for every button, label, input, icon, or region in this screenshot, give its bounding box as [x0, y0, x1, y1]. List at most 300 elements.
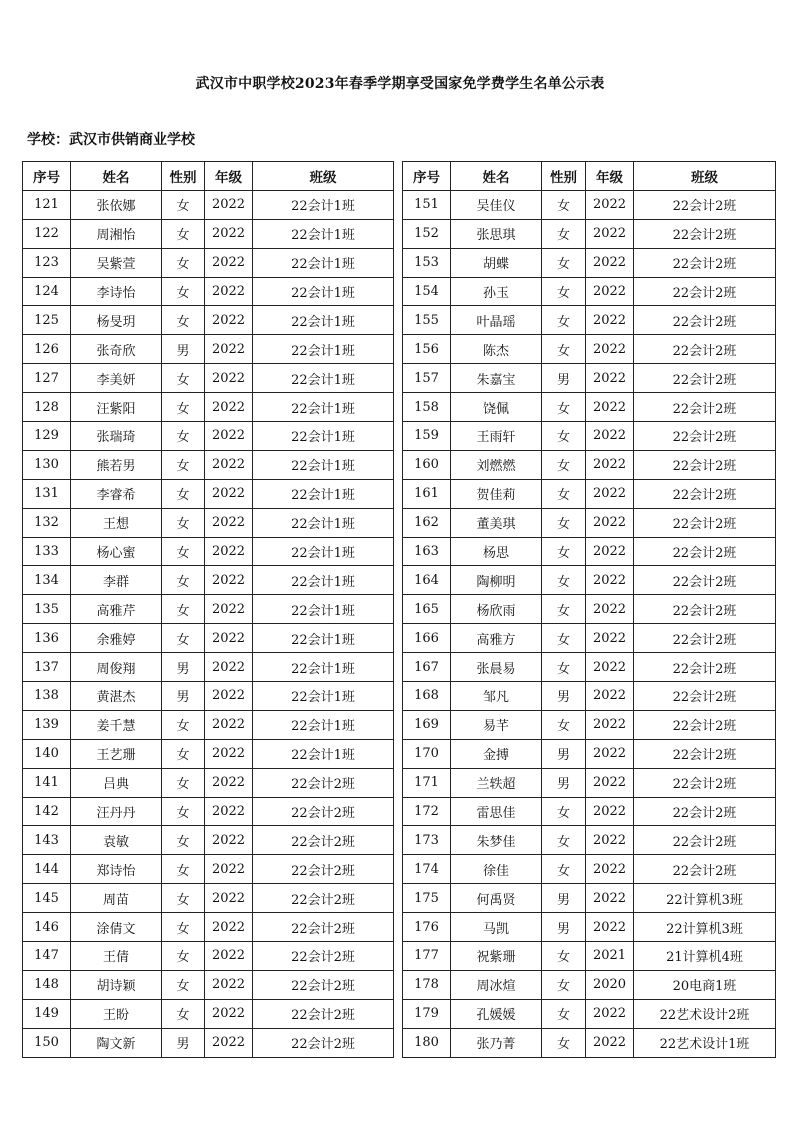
cell-grade: 2022	[586, 190, 634, 219]
cell-no: 152	[403, 219, 451, 248]
table-row	[23, 566, 394, 595]
cell-name: 余雅婷	[71, 624, 162, 653]
cell-grade: 2022	[586, 335, 634, 364]
cell-name: 刘燃燃	[451, 450, 542, 479]
cell-grade: 2022	[586, 739, 634, 768]
table-row	[23, 219, 394, 248]
cell-gender: 女	[542, 190, 586, 219]
table-row	[403, 855, 776, 884]
cell-grade: 2022	[586, 277, 634, 306]
cell-grade: 2022	[205, 306, 253, 335]
cell-no: 179	[403, 999, 451, 1028]
cell-gender: 女	[162, 537, 205, 566]
cell-no: 155	[403, 306, 451, 335]
cell-no: 161	[403, 479, 451, 508]
cell-no: 150	[23, 1028, 71, 1057]
table-row	[403, 364, 776, 393]
cell-grade: 2022	[586, 537, 634, 566]
cell-no: 135	[23, 595, 71, 624]
cell-no: 129	[23, 422, 71, 451]
table-row	[23, 277, 394, 306]
page-title: 武汉市中职学校2023年春季学期享受国家免学费学生名单公示表	[195, 76, 605, 92]
cell-gender: 女	[542, 306, 586, 335]
cell-no: 123	[23, 248, 71, 277]
cell-class: 22会计1班	[253, 248, 394, 277]
cell-name: 王雨轩	[451, 422, 542, 451]
cell-grade: 2022	[586, 999, 634, 1028]
cell-no: 130	[23, 450, 71, 479]
table-row	[403, 739, 776, 768]
cell-gender: 男	[542, 364, 586, 393]
cell-grade: 2022	[586, 653, 634, 682]
cell-name: 李诗怡	[71, 277, 162, 306]
cell-name: 朱梦佳	[451, 826, 542, 855]
cell-grade: 2022	[205, 1028, 253, 1057]
cell-no: 126	[23, 335, 71, 364]
table-row	[403, 624, 776, 653]
cell-no: 175	[403, 884, 451, 913]
cell-grade: 2020	[586, 970, 634, 999]
cell-no: 156	[403, 335, 451, 364]
cell-name: 叶晶瑶	[451, 306, 542, 335]
cell-gender: 女	[542, 942, 586, 971]
table-row	[403, 248, 776, 277]
cell-no: 125	[23, 306, 71, 335]
cell-no: 178	[403, 970, 451, 999]
cell-gender: 女	[162, 364, 205, 393]
cell-name: 姜千慧	[71, 710, 162, 739]
cell-gender: 男	[162, 1028, 205, 1057]
cell-no: 158	[403, 393, 451, 422]
table-row	[23, 190, 394, 219]
cell-class: 22会计1班	[253, 479, 394, 508]
table-row	[403, 306, 776, 335]
cell-class: 22会计2班	[634, 566, 776, 595]
cell-grade: 2022	[205, 624, 253, 653]
cell-class: 22会计1班	[253, 595, 394, 624]
table-row	[23, 508, 394, 537]
cell-grade: 2022	[586, 248, 634, 277]
cell-class: 22会计2班	[634, 826, 776, 855]
cell-grade: 2022	[205, 566, 253, 595]
table-row	[23, 682, 394, 711]
table-header-row	[403, 162, 776, 191]
table-row	[23, 913, 394, 942]
cell-no: 160	[403, 450, 451, 479]
table-header-row	[23, 162, 394, 191]
cell-name: 袁敏	[71, 826, 162, 855]
cell-no: 172	[403, 797, 451, 826]
cell-grade: 2022	[586, 422, 634, 451]
cell-grade: 2022	[586, 826, 634, 855]
cell-gender: 女	[162, 710, 205, 739]
cell-class: 20电商1班	[634, 970, 776, 999]
cell-name: 高雅芹	[71, 595, 162, 624]
cell-no: 136	[23, 624, 71, 653]
cell-class: 22会计2班	[634, 739, 776, 768]
cell-class: 22会计2班	[634, 479, 776, 508]
header-no: 序号	[23, 162, 71, 191]
cell-name: 胡诗颖	[71, 970, 162, 999]
table-row	[23, 537, 394, 566]
cell-gender: 女	[542, 277, 586, 306]
cell-name: 杨旻玥	[71, 306, 162, 335]
cell-grade: 2022	[205, 797, 253, 826]
cell-class: 22会计1班	[253, 508, 394, 537]
cell-class: 22会计1班	[253, 277, 394, 306]
table-row	[23, 624, 394, 653]
cell-gender: 女	[162, 884, 205, 913]
cell-no: 137	[23, 653, 71, 682]
cell-grade: 2022	[586, 624, 634, 653]
cell-grade: 2022	[205, 508, 253, 537]
cell-grade: 2022	[205, 942, 253, 971]
cell-no: 177	[403, 942, 451, 971]
cell-no: 147	[23, 942, 71, 971]
table-row	[403, 508, 776, 537]
cell-name: 雷思佳	[451, 797, 542, 826]
table-row	[403, 595, 776, 624]
table-row	[23, 306, 394, 335]
cell-class: 22会计1班	[253, 306, 394, 335]
cell-gender: 女	[162, 999, 205, 1028]
cell-grade: 2022	[586, 595, 634, 624]
cell-name: 何禹贤	[451, 884, 542, 913]
cell-gender: 女	[162, 624, 205, 653]
table-row	[23, 884, 394, 913]
cell-class: 22会计1班	[253, 393, 394, 422]
table-row	[403, 884, 776, 913]
table-row	[403, 797, 776, 826]
cell-class: 22会计2班	[634, 682, 776, 711]
cell-class: 22会计1班	[253, 364, 394, 393]
cell-class: 22会计2班	[634, 364, 776, 393]
table-row	[403, 710, 776, 739]
cell-class: 22计算机3班	[634, 913, 776, 942]
cell-no: 124	[23, 277, 71, 306]
cell-class: 22会计2班	[634, 537, 776, 566]
cell-class: 22会计2班	[634, 335, 776, 364]
cell-name: 金搏	[451, 739, 542, 768]
cell-class: 22会计2班	[253, 797, 394, 826]
cell-class: 22会计2班	[634, 710, 776, 739]
cell-gender: 女	[542, 422, 586, 451]
cell-no: 180	[403, 1028, 451, 1057]
cell-class: 22会计2班	[634, 422, 776, 451]
cell-name: 汪紫阳	[71, 393, 162, 422]
table-row	[23, 450, 394, 479]
cell-gender: 女	[542, 393, 586, 422]
cell-no: 149	[23, 999, 71, 1028]
cell-name: 祝紫珊	[451, 942, 542, 971]
cell-no: 159	[403, 422, 451, 451]
cell-name: 张乃菁	[451, 1028, 542, 1057]
cell-no: 157	[403, 364, 451, 393]
cell-name: 汪丹丹	[71, 797, 162, 826]
table-row	[403, 450, 776, 479]
cell-no: 122	[23, 219, 71, 248]
cell-class: 22会计2班	[253, 768, 394, 797]
cell-gender: 女	[162, 855, 205, 884]
table-row	[403, 913, 776, 942]
cell-grade: 2022	[205, 479, 253, 508]
cell-class: 22会计2班	[634, 855, 776, 884]
cell-class: 22会计1班	[253, 710, 394, 739]
cell-grade: 2022	[586, 768, 634, 797]
cell-gender: 女	[542, 999, 586, 1028]
cell-no: 173	[403, 826, 451, 855]
cell-name: 李群	[71, 566, 162, 595]
cell-grade: 2022	[586, 508, 634, 537]
cell-name: 董美琪	[451, 508, 542, 537]
cell-gender: 男	[162, 682, 205, 711]
cell-gender: 女	[542, 508, 586, 537]
cell-grade: 2022	[205, 190, 253, 219]
cell-no: 154	[403, 277, 451, 306]
cell-no: 121	[23, 190, 71, 219]
cell-name: 周湘怡	[71, 219, 162, 248]
cell-no: 138	[23, 682, 71, 711]
student-table-right	[402, 161, 776, 1058]
cell-name: 孔媛媛	[451, 999, 542, 1028]
cell-name: 陶柳明	[451, 566, 542, 595]
cell-grade: 2022	[205, 999, 253, 1028]
cell-gender: 女	[162, 826, 205, 855]
table-row	[23, 248, 394, 277]
cell-class: 22会计2班	[634, 248, 776, 277]
cell-class: 22艺术设计2班	[634, 999, 776, 1028]
table-row	[403, 1028, 776, 1057]
cell-name: 张依娜	[71, 190, 162, 219]
school-name: 武汉市供销商业学校	[69, 132, 195, 148]
table-row	[403, 653, 776, 682]
cell-no: 141	[23, 768, 71, 797]
header-grade: 年级	[586, 162, 634, 191]
cell-gender: 男	[542, 913, 586, 942]
cell-class: 22会计1班	[253, 450, 394, 479]
cell-name: 陈杰	[451, 335, 542, 364]
header-class: 班级	[253, 162, 394, 191]
cell-grade: 2022	[586, 566, 634, 595]
cell-grade: 2022	[205, 884, 253, 913]
cell-grade: 2022	[586, 710, 634, 739]
table-row	[403, 219, 776, 248]
cell-class: 22会计2班	[253, 826, 394, 855]
cell-grade: 2022	[586, 306, 634, 335]
header-class: 班级	[634, 162, 776, 191]
cell-gender: 女	[162, 450, 205, 479]
cell-grade: 2022	[205, 537, 253, 566]
cell-grade: 2022	[205, 335, 253, 364]
cell-gender: 女	[162, 277, 205, 306]
header-name: 姓名	[71, 162, 162, 191]
cell-name: 马凯	[451, 913, 542, 942]
table-row	[403, 999, 776, 1028]
cell-class: 22会计2班	[253, 855, 394, 884]
cell-name: 黄湛杰	[71, 682, 162, 711]
cell-gender: 女	[162, 942, 205, 971]
cell-gender: 男	[542, 884, 586, 913]
table-row	[23, 710, 394, 739]
cell-class: 22会计2班	[253, 999, 394, 1028]
cell-no: 169	[403, 710, 451, 739]
cell-no: 134	[23, 566, 71, 595]
header-name: 姓名	[451, 162, 542, 191]
cell-class: 22会计1班	[253, 422, 394, 451]
cell-gender: 女	[542, 855, 586, 884]
table-row	[23, 768, 394, 797]
cell-grade: 2022	[205, 422, 253, 451]
cell-class: 22会计1班	[253, 653, 394, 682]
cell-no: 165	[403, 595, 451, 624]
cell-grade: 2022	[205, 219, 253, 248]
cell-grade: 2022	[205, 364, 253, 393]
cell-class: 22会计2班	[634, 768, 776, 797]
cell-grade: 2022	[205, 768, 253, 797]
cell-class: 22会计2班	[634, 393, 776, 422]
cell-name: 胡蝶	[451, 248, 542, 277]
cell-no: 153	[403, 248, 451, 277]
table-row	[23, 797, 394, 826]
cell-name: 吴佳仪	[451, 190, 542, 219]
cell-name: 张思琪	[451, 219, 542, 248]
table-row	[403, 566, 776, 595]
cell-gender: 女	[162, 566, 205, 595]
cell-gender: 女	[542, 537, 586, 566]
cell-gender: 女	[542, 826, 586, 855]
cell-gender: 女	[162, 219, 205, 248]
table-row	[23, 942, 394, 971]
cell-name: 饶佩	[451, 393, 542, 422]
cell-no: 171	[403, 768, 451, 797]
cell-grade: 2022	[205, 826, 253, 855]
cell-gender: 女	[162, 768, 205, 797]
cell-gender: 女	[542, 248, 586, 277]
cell-name: 贺佳莉	[451, 479, 542, 508]
cell-name: 郑诗怡	[71, 855, 162, 884]
cell-class: 22会计1班	[253, 537, 394, 566]
table-row	[403, 190, 776, 219]
cell-gender: 女	[542, 797, 586, 826]
cell-name: 孙玉	[451, 277, 542, 306]
cell-name: 周冰煊	[451, 970, 542, 999]
cell-gender: 女	[162, 422, 205, 451]
cell-class: 22会计2班	[253, 913, 394, 942]
table-row	[403, 393, 776, 422]
cell-class: 22会计1班	[253, 624, 394, 653]
cell-gender: 女	[542, 710, 586, 739]
cell-name: 李美妍	[71, 364, 162, 393]
cell-name: 徐佳	[451, 855, 542, 884]
cell-name: 张晨易	[451, 653, 542, 682]
cell-no: 133	[23, 537, 71, 566]
cell-class: 22会计2班	[634, 595, 776, 624]
cell-name: 陶文新	[71, 1028, 162, 1057]
cell-grade: 2022	[586, 450, 634, 479]
cell-no: 168	[403, 682, 451, 711]
cell-no: 174	[403, 855, 451, 884]
cell-name: 熊若男	[71, 450, 162, 479]
table-row	[23, 393, 394, 422]
cell-no: 139	[23, 710, 71, 739]
cell-gender: 女	[542, 970, 586, 999]
cell-name: 兰轶超	[451, 768, 542, 797]
cell-gender: 女	[162, 190, 205, 219]
table-row	[403, 422, 776, 451]
table-row	[403, 682, 776, 711]
cell-gender: 女	[542, 595, 586, 624]
cell-class: 22会计1班	[253, 219, 394, 248]
cell-no: 166	[403, 624, 451, 653]
cell-gender: 女	[162, 479, 205, 508]
cell-class: 22会计1班	[253, 190, 394, 219]
table-row	[23, 855, 394, 884]
table-row	[23, 739, 394, 768]
cell-class: 22会计2班	[634, 653, 776, 682]
cell-class: 22会计2班	[634, 797, 776, 826]
cell-no: 170	[403, 739, 451, 768]
cell-grade: 2022	[586, 913, 634, 942]
cell-gender: 男	[542, 768, 586, 797]
table-row	[403, 768, 776, 797]
cell-no: 144	[23, 855, 71, 884]
cell-name: 涂倩文	[71, 913, 162, 942]
cell-class: 22会计2班	[634, 508, 776, 537]
cell-name: 杨思	[451, 537, 542, 566]
cell-grade: 2022	[205, 970, 253, 999]
cell-no: 142	[23, 797, 71, 826]
table-row	[23, 364, 394, 393]
table-row	[23, 595, 394, 624]
cell-name: 周苗	[71, 884, 162, 913]
cell-name: 吕典	[71, 768, 162, 797]
table-row	[403, 970, 776, 999]
cell-no: 128	[23, 393, 71, 422]
table-row	[403, 479, 776, 508]
cell-name: 杨心蜜	[71, 537, 162, 566]
cell-gender: 女	[542, 624, 586, 653]
cell-gender: 女	[542, 219, 586, 248]
cell-class: 22会计1班	[253, 566, 394, 595]
cell-class: 22会计1班	[253, 739, 394, 768]
cell-name: 王艺珊	[71, 739, 162, 768]
cell-name: 王盼	[71, 999, 162, 1028]
cell-no: 132	[23, 508, 71, 537]
cell-gender: 女	[162, 393, 205, 422]
cell-class: 22会计1班	[253, 335, 394, 364]
cell-no: 163	[403, 537, 451, 566]
student-table-left	[22, 161, 394, 1058]
cell-class: 22会计2班	[634, 450, 776, 479]
cell-name: 邹凡	[451, 682, 542, 711]
cell-no: 164	[403, 566, 451, 595]
cell-gender: 男	[542, 739, 586, 768]
cell-gender: 女	[542, 450, 586, 479]
cell-no: 143	[23, 826, 71, 855]
header-gender: 性别	[542, 162, 586, 191]
cell-no: 127	[23, 364, 71, 393]
cell-gender: 男	[162, 653, 205, 682]
cell-gender: 女	[542, 1028, 586, 1057]
table-row	[403, 277, 776, 306]
cell-grade: 2022	[205, 248, 253, 277]
table-row	[23, 479, 394, 508]
cell-grade: 2022	[205, 393, 253, 422]
cell-grade: 2022	[586, 855, 634, 884]
cell-grade: 2022	[586, 219, 634, 248]
header-grade: 年级	[205, 162, 253, 191]
table-row	[403, 942, 776, 971]
